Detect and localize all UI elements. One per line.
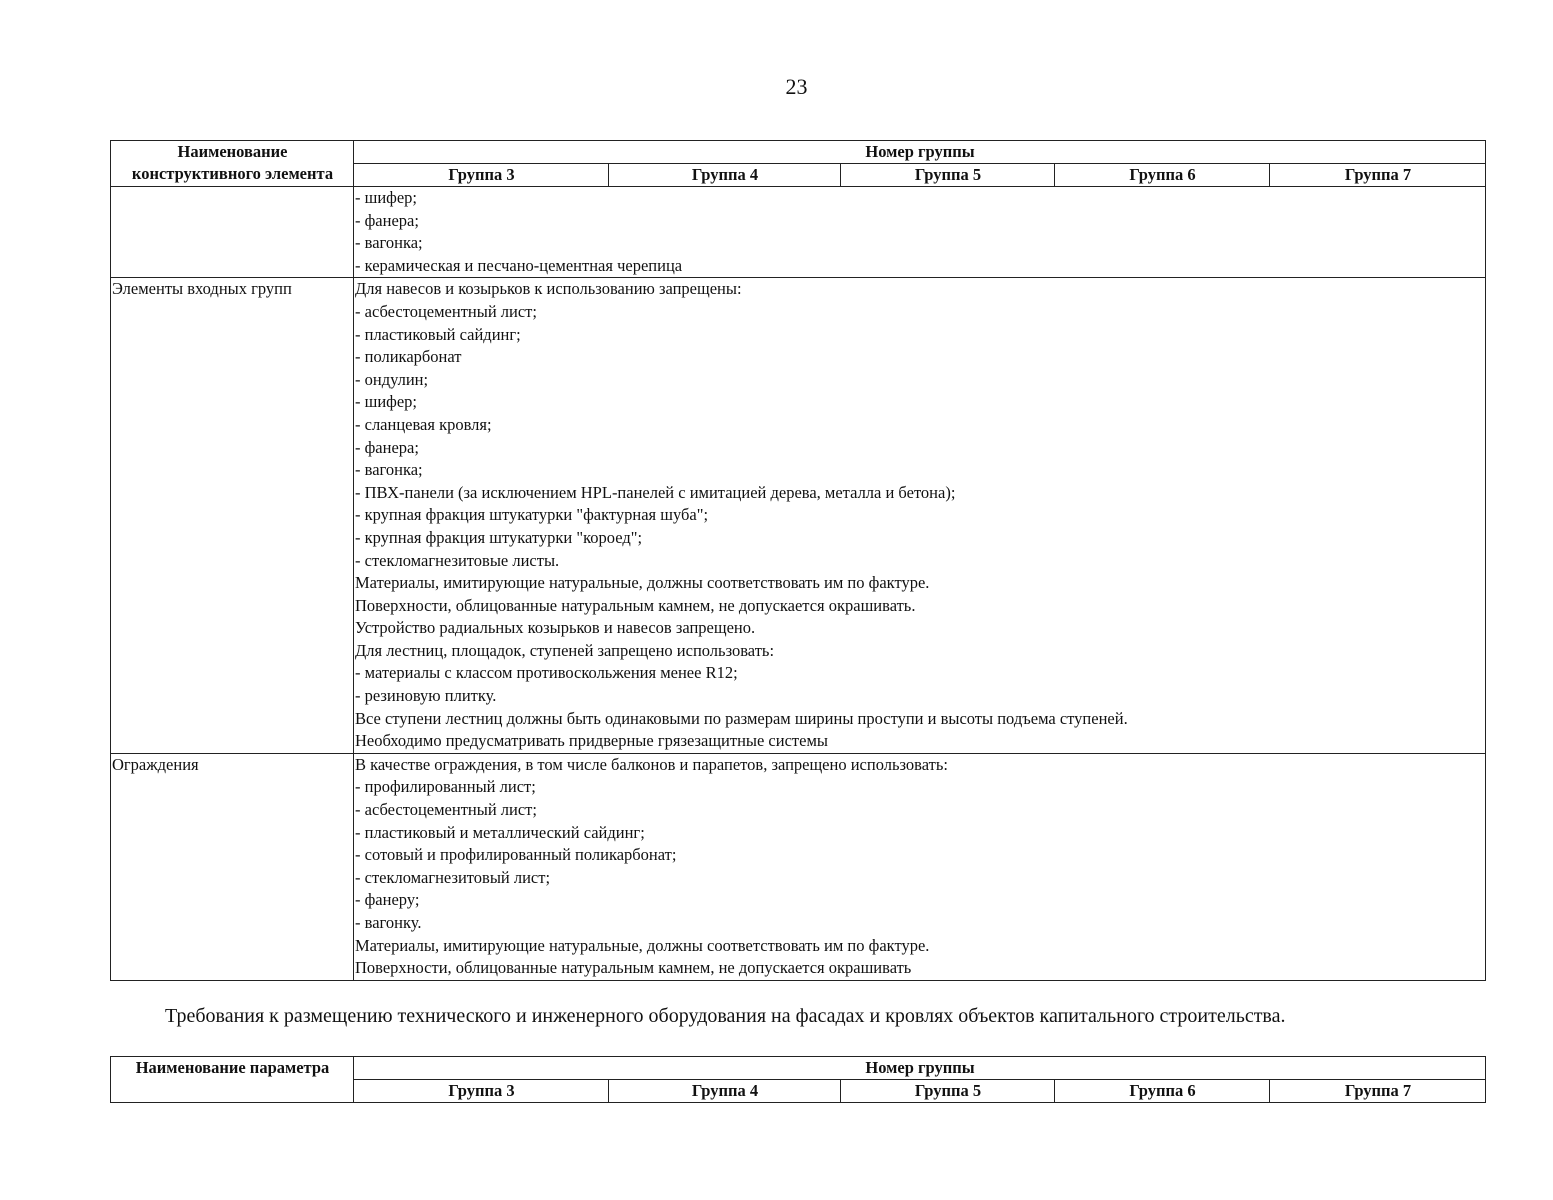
requirement-line: Для навесов и козырьков к использованию запрещены: xyxy=(355,279,742,299)
table-row xyxy=(111,187,1486,278)
requirement-line: Необходимо предусматривать придверные грязезащитные системы xyxy=(355,731,828,751)
group-4-header-2: Группа 4 xyxy=(609,1080,841,1103)
requirement-line: - ондулин; xyxy=(355,369,429,389)
requirement-line: - фанеру; xyxy=(355,890,420,910)
group-3-header-2: Группа 3 xyxy=(354,1080,609,1103)
parameter-name-header: Наименование параметра xyxy=(111,1057,354,1103)
requirement-line: - резиновую плитку. xyxy=(355,686,497,706)
group-6-header: Группа 6 xyxy=(1055,164,1270,187)
requirement-line: Устройство радиальных козырьков и навесов запрещено. xyxy=(355,618,756,638)
equipment-requirements-table xyxy=(110,1056,1486,1103)
requirement-line: - стекломагнезитовый лист; xyxy=(355,867,551,887)
requirement-line: - сотовый и профилированный поликарбонат; xyxy=(355,845,677,865)
group-number-header: Номер группы xyxy=(354,141,1486,164)
element-name-header xyxy=(111,141,354,187)
requirement-line: - шифер; xyxy=(355,392,418,412)
group-5-header-2: Группа 5 xyxy=(841,1080,1055,1103)
requirement-line: - вагонка; xyxy=(355,233,423,253)
group-number-header-2: Номер группы xyxy=(354,1057,1486,1080)
requirement-line: - фанера; xyxy=(355,210,419,230)
requirement-line: - сланцевая кровля; xyxy=(355,414,492,434)
requirements-table xyxy=(110,140,1486,981)
element-name-cell xyxy=(111,187,354,278)
requirements-cell xyxy=(354,187,1486,278)
requirement-line: - поликарбонат xyxy=(355,347,462,367)
table-row xyxy=(111,753,1486,980)
requirement-line: Все ступени лестниц должны быть одинаковыми по размерам ширины проступи и высоты подъема ступеней. xyxy=(355,708,1128,728)
group-5-header: Группа 5 xyxy=(841,164,1055,187)
requirement-line: - шифер; xyxy=(355,188,418,207)
element-name-header-line-2: конструктивного элемента xyxy=(131,164,334,183)
requirement-line: - стекломагнезитовые листы. xyxy=(355,550,560,570)
element-name-header-line-1: Наименование xyxy=(177,142,288,161)
group-4-header: Группа 4 xyxy=(609,164,841,187)
requirement-line: - асбестоцементный лист; xyxy=(355,800,537,820)
requirement-line: - вагонка; xyxy=(355,460,423,480)
requirement-line: - профилированный лист; xyxy=(355,777,536,797)
group-7-header: Группа 7 xyxy=(1270,164,1486,187)
section-intro-paragraph: Требования к размещению технического и инженерного оборудования на фасадах и кровлях объектов капитального строительства. xyxy=(165,1005,1286,1027)
table-row xyxy=(111,278,1486,753)
requirements-cell xyxy=(354,753,1486,980)
requirement-line: - фанера; xyxy=(355,437,419,457)
group-6-header-2: Группа 6 xyxy=(1055,1080,1270,1103)
requirement-line: Для лестниц, площадок, ступеней запрещено использовать: xyxy=(355,640,775,660)
requirement-line: - ПВХ-панели (за исключением HPL-панелей с имитацией дерева, металла и бетона); xyxy=(355,482,956,502)
requirements-cell xyxy=(354,278,1486,753)
requirement-line: - пластиковый сайдинг; xyxy=(355,324,521,344)
requirement-line: Материалы, имитирующие натуральные, должны соответствовать им по фактуре. xyxy=(355,573,930,593)
requirement-line: - вагонку. xyxy=(355,913,422,932)
requirement-line: - керамическая и песчано-цементная черепица xyxy=(355,255,683,275)
requirement-line: Поверхности, облицованные натуральным камнем, не допускается окрашивать. xyxy=(355,595,916,615)
requirement-line: Материалы, имитирующие натуральные, должны соответствовать им по фактуре. xyxy=(355,935,930,955)
requirement-line: Поверхности, облицованные натуральным камнем, не допускается окрашивать xyxy=(355,958,912,978)
element-name-cell: Элементы входных групп xyxy=(111,278,354,753)
page-number: 23 xyxy=(785,74,808,99)
requirement-line: В качестве ограждения, в том числе балконов и парапетов, запрещено использовать: xyxy=(355,754,948,774)
group-3-header: Группа 3 xyxy=(354,164,609,187)
requirement-line: - асбестоцементный лист; xyxy=(355,301,537,321)
requirement-line: - крупная фракция штукатурки "короед"; xyxy=(355,527,643,547)
requirement-line: - материалы с классом противоскольжения менее R12; xyxy=(355,663,738,683)
requirement-line: - крупная фракция штукатурки "фактурная шуба"; xyxy=(355,505,709,525)
group-7-header-2: Группа 7 xyxy=(1270,1080,1486,1103)
element-name-cell: Ограждения xyxy=(111,753,354,980)
requirement-line: - пластиковый и металлический сайдинг; xyxy=(355,822,645,842)
